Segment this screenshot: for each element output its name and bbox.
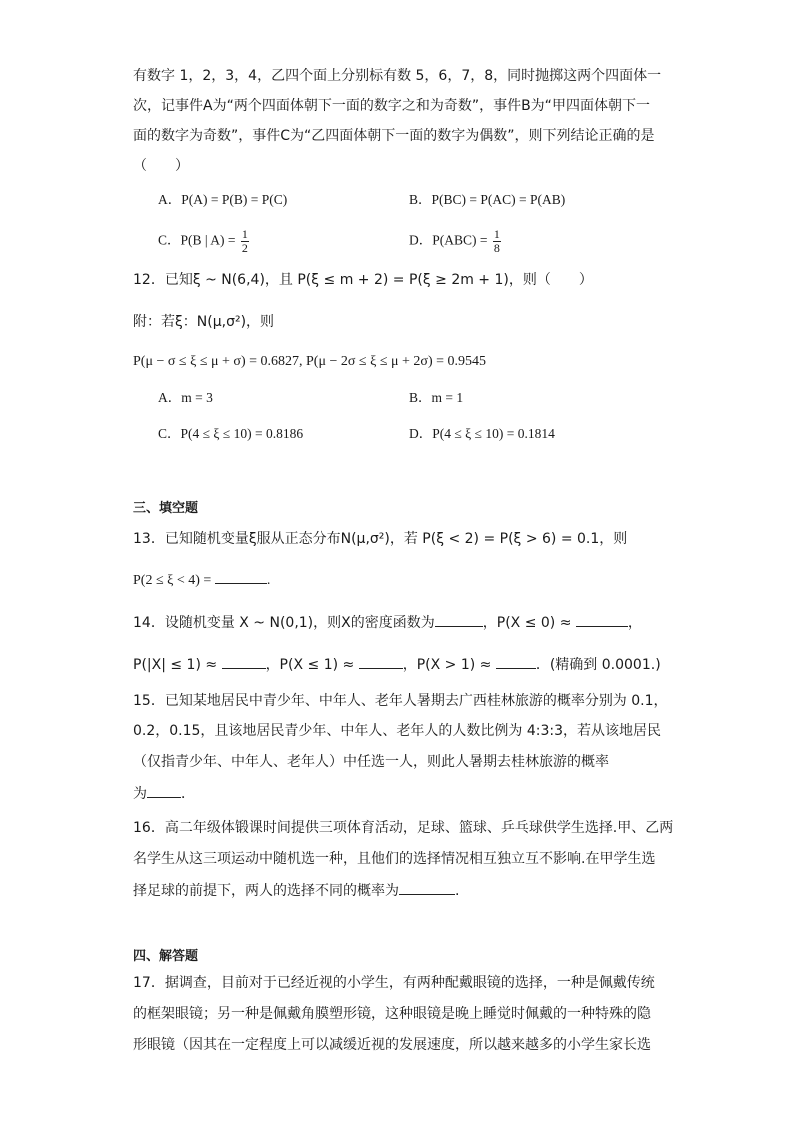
q16-text-suffix: .: [455, 883, 460, 899]
q14-text-g: ．(精确到 0.0001.): [535, 657, 661, 673]
q11-text-line-2: 次，记事件A为“两个四面体朝下一面的数字之和为奇数”，事件B为“甲四面体朝下一: [133, 98, 650, 114]
q11-option-c-denominator: 2: [241, 241, 248, 255]
q14-text-b: ，P(X ≤ 0) ≈: [482, 615, 572, 631]
q13-period: .: [266, 573, 271, 588]
q13-expression: P(2 ≤ ξ < 4) =: [133, 573, 212, 588]
section-heading-fill-in: 三、填空题: [133, 501, 199, 516]
q12-option-a: A．m = 3: [158, 390, 213, 405]
q11-option-c-fraction: [241, 228, 249, 255]
q15-line-3: （仅指青少年、中年人、老年人）中任选一人，则此人暑期去桂林旅游的概率: [133, 754, 609, 770]
q16-line-1: 16．高二年级体锻课时间提供三项体育活动，足球、篮球、乒乓球供学生选择.甲、乙两: [133, 820, 674, 836]
q11-option-c: [158, 228, 249, 255]
q16-line-3: [133, 880, 459, 901]
q17-line-2: 的框架眼镜；另一种是佩戴角膜塑形镜，这种眼镜是晚上睡觉时佩戴的一种特殊的隐: [133, 1006, 651, 1022]
q11-option-b: B．P(BC) = P(AC) = P(AB): [409, 192, 566, 207]
q15-text-prefix: 为: [133, 786, 147, 802]
q11-option-d-fraction: [493, 228, 501, 255]
q14-blank-p-abs-x-le-1[interactable]: [222, 654, 266, 669]
q11-option-d: [409, 228, 501, 255]
q12-option-c: C．P(4 ≤ ξ ≤ 10) = 0.8186: [158, 426, 304, 441]
q14-text-f: ，P(X > 1) ≈: [402, 657, 492, 673]
section-heading-solutions: 四、解答题: [133, 949, 199, 964]
q12-stem: 12．已知ξ ~ N(6,4)，且 P(ξ ≤ m + 2) = P(ξ ≥ 2m + 1)，则（ ）: [133, 272, 593, 288]
q14-line-2: [133, 654, 661, 675]
q17-line-3: 形眼镜（因其在一定程度上可以减缓近视的发展速度，所以越来越多的小学生家长选: [133, 1037, 651, 1053]
q17-line-1: 17．据调查，目前对于已经近视的小学生，有两种配戴眼镜的选择，一种是佩戴传统: [133, 975, 655, 991]
q11-option-c-numerator: 1: [241, 227, 248, 241]
q15-answer-blank[interactable]: [147, 783, 181, 798]
q15-line-1: 15．已知某地居民中青少年、中年人、老年人暑期去广西桂林旅游的概率分别为 0.1，: [133, 693, 668, 709]
q11-text-line-3: 面的数字为奇数”，事件C为“乙四面体朝下一面的数字为偶数”，则下列结论正确的是: [133, 128, 655, 144]
q14-line-1: [133, 612, 642, 633]
q14-text-a: 14．设随机变量 X ~ N(0,1)，则X的密度函数为: [133, 615, 435, 631]
q14-blank-p-x-gt-1[interactable]: [496, 654, 536, 669]
q11-option-c-text: C．P(B | A) =: [158, 232, 236, 248]
q14-blank-p-x-le-1[interactable]: [359, 654, 403, 669]
q11-option-d-text: D．P(ABC) =: [409, 232, 488, 248]
q12-formula: P(μ − σ ≤ ξ ≤ μ + σ) = 0.6827, P(μ − 2σ ≤ ξ ≤ μ + 2σ) = 0.9545: [133, 354, 487, 369]
q15-line-2: 0.2，0.15，且该地居民青少年、中年人、老年人的人数比例为 4:3:3，若从该地居民: [133, 723, 662, 739]
q12-option-d: D．P(4 ≤ ξ ≤ 10) = 0.1814: [409, 426, 555, 441]
q11-text-line-4: （ ）: [133, 158, 189, 174]
q12-option-b: B．m = 1: [409, 390, 464, 405]
q11-option-d-denominator: 8: [493, 241, 500, 255]
q14-blank-p-x-le-0[interactable]: [576, 612, 628, 627]
q15-text-suffix: ．: [181, 786, 195, 802]
q15-line-4: [133, 783, 195, 804]
q14-text-e: ，P(X ≤ 1) ≈: [265, 657, 355, 673]
q13-line-1: 13．已知随机变量ξ服从正态分布N(μ,σ²)，若 P(ξ < 2) = P(ξ > 6) = 0.1，则: [133, 531, 628, 547]
q11-text-line-1: 有数字 1，2，3，4，乙四个面上分别标有数 5，6，7，8，同时抛掷这两个四面体一: [133, 68, 662, 84]
q13-answer-blank[interactable]: [215, 569, 267, 584]
q16-answer-blank[interactable]: [399, 880, 455, 895]
q16-text-prefix: 择足球的前提下，两人的选择不同的概率为: [133, 883, 399, 899]
q11-option-a: A．P(A) = P(B) = P(C): [158, 192, 288, 207]
q14-blank-density[interactable]: [435, 612, 483, 627]
q14-text-c: ，: [627, 615, 642, 631]
q13-line-2: [133, 569, 270, 591]
q14-text-d: P(|X| ≤ 1) ≈: [133, 657, 218, 673]
q16-line-2: 名学生从这三项运动中随机选一种，且他们的选择情况相互独立互不影响.在甲学生选: [133, 851, 656, 867]
q12-note: 附：若ξ：N(μ,σ²)，则: [133, 314, 275, 330]
q11-option-d-numerator: 1: [493, 227, 500, 241]
